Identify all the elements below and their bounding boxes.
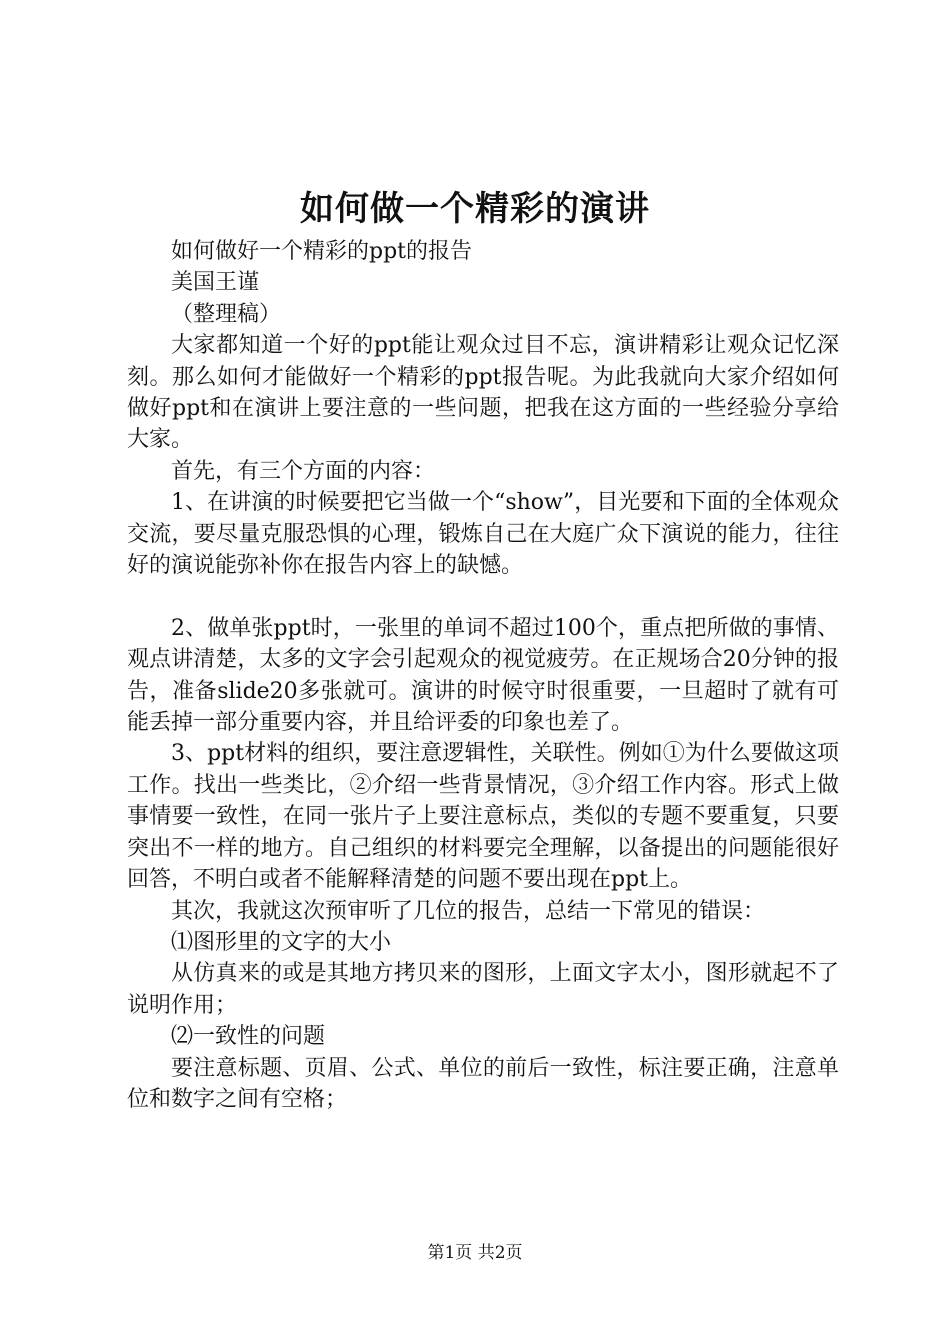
paragraph-subtitle: 如何做好一个精彩的ppt的报告 bbox=[171, 239, 473, 264]
paragraph-error-1-body: 从仿真来的或是其地方拷贝来的图形，上面文字太小，图形就起不了说明作用； bbox=[127, 961, 839, 1018]
document-body bbox=[127, 236, 839, 1115]
paragraph-draft-note: （整理稿） bbox=[171, 301, 282, 327]
document-title: 如何做一个精彩的演讲 bbox=[300, 189, 650, 229]
paragraph-error-2-heading: ⑵一致性的问题 bbox=[171, 1024, 326, 1050]
page-footer: 第1页 共2页 bbox=[427, 1243, 523, 1263]
paragraph-error-1-heading: ⑴图形里的文字的大小 bbox=[171, 929, 392, 955]
paragraph-point-1: 1、在讲演的时候要把它当做一个“show”，目光要和下面的全体观众交流，要尽量克服恐惧的心理，锻炼自己在大庭广众下演说的能力，往往好的演说能弥补你在报告内容上的缺憾。 bbox=[127, 490, 839, 579]
paragraph-point-3: 3、ppt材料的组织，要注意逻辑性，关联性。例如①为什么要做这项工作。找出一些类比，②介绍一些背景情况，③介绍工作内容。形式上做事情要一致性，在同一张片子上要注意标点，类似的专题不要重复，只要突出不一样的地方。自己组织的材料要完全理解，以备提出的问题能很好回答，不明白或者不能解释清楚的问题不要出现在ppt上。 bbox=[127, 741, 839, 893]
paragraph-second: 其次，我就这次预审听了几位的报告，总结一下常见的错误： bbox=[171, 898, 766, 924]
paragraph-error-2-body: 要注意标题、页眉、公式、单位的前后一致性，标注要正确，注意单位和数字之间有空格； bbox=[127, 1055, 839, 1112]
paragraph-point-2: 2、做单张ppt时，一张里的单词不超过100个，重点把所做的事情、观点讲清楚，太多的文字会引起观众的视觉疲劳。在正规场合20分钟的报告，准备slide20多张就可。演讲的时候守时很重要，一旦超时了就有可能丢掉一部分重要内容，并且给评委的印象也差了。 bbox=[127, 615, 839, 736]
paragraph-author: 美国王谨 bbox=[171, 270, 260, 296]
paragraph-first: 首先，有三个方面的内容： bbox=[171, 458, 436, 484]
paragraph-intro: 大家都知道一个好的ppt能让观众过目不忘，演讲精彩让观众记忆深刻。那么如何才能做好一个精彩的ppt报告呢。为此我就向大家介绍如何做好ppt和在演讲上要注意的一些问题，把我在这方面的一些经验分享给大家。 bbox=[127, 333, 839, 453]
